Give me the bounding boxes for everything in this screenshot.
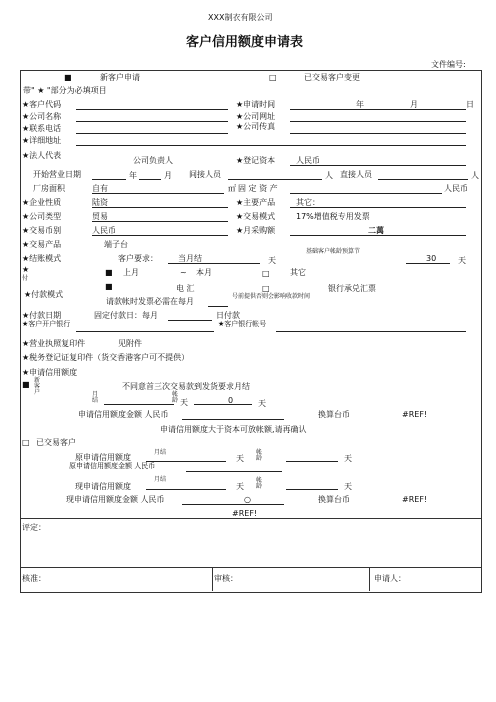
orig-aging-field[interactable] — [286, 461, 338, 462]
year-label: 年 — [356, 100, 364, 109]
convert-value-1: #REF! — [402, 410, 428, 419]
phone-field[interactable] — [76, 133, 228, 134]
orig-days-2: 天 — [344, 454, 352, 463]
cur-amount-label: 现申请信用额度金额 人民币 — [66, 495, 165, 504]
existing-checkbox[interactable]: □ — [269, 73, 277, 82]
license-label: ★营业执照复印件 — [22, 339, 86, 348]
customer-request-days: 天 — [268, 256, 276, 265]
indirect-staff-field[interactable] — [228, 179, 322, 180]
tax-cert-label: ★税务登记证复印件（货交香港客户可不提供） — [22, 353, 190, 362]
wire-checkbox[interactable]: ■ — [105, 282, 113, 291]
invoice-note: 请款帐时发票必需在每月 — [106, 297, 194, 306]
required-note: 带" ★ "部分为必填项目 — [23, 86, 107, 95]
company-type-value: 贸易 — [92, 212, 108, 221]
company-name-label: ★公司名称 — [22, 112, 62, 121]
orig-amount-label: 原申请信用额度金额 人民币 — [69, 462, 156, 470]
website-field[interactable] — [290, 121, 466, 122]
nature-field[interactable] — [92, 207, 228, 208]
fax-label: ★公司传真 — [236, 122, 276, 131]
company-type-field[interactable] — [92, 221, 228, 222]
reg-capital-field[interactable] — [290, 165, 466, 166]
invoice-note-2: 号前提供否则会影响收款时间 — [232, 293, 311, 300]
new-customer-label: 新客户 — [34, 377, 41, 396]
other-label: 其它： — [296, 198, 320, 207]
fixed-assets-currency: 人民币 — [444, 184, 468, 193]
pay-sub-label: 付 — [22, 275, 29, 282]
customer-request-value: 当月结 — [178, 254, 202, 263]
legal-rep-label: ★法人代表 — [22, 151, 62, 160]
apply-amount-field[interactable] — [182, 419, 284, 420]
reference-aging-label: 基础客户帐龄预算节 — [306, 248, 361, 255]
month-label: 月 — [410, 100, 418, 109]
company-name: XXX制衣有限公司 — [208, 13, 273, 22]
this-month-label: 本月 — [196, 268, 212, 277]
bank-account-no-label: ★客户银行帐号 — [218, 320, 267, 328]
phone-label: ★联系电话 — [22, 124, 62, 133]
fax-field[interactable] — [290, 133, 466, 134]
cur-amount-field[interactable] — [182, 504, 284, 505]
main-product-label: ★主要产品 — [236, 198, 276, 207]
reference-days-value: 30 — [426, 254, 437, 263]
monthly-purchase-field[interactable] — [290, 235, 466, 236]
audit-label: 审核： — [214, 574, 238, 583]
existing-customer-label: 已交易客户 — [36, 438, 76, 447]
bank-field[interactable] — [76, 331, 214, 332]
customer-code-field[interactable] — [76, 109, 228, 110]
customer-request-field[interactable] — [168, 263, 260, 264]
apply-amount-label: 申请信用额度金额 人民币 — [78, 410, 169, 419]
last-month-label: 上月 — [123, 268, 139, 277]
invoice-day-field[interactable] — [208, 306, 228, 307]
bank-account-label: ★客户开户银行 — [22, 320, 71, 328]
cur-month-field[interactable] — [146, 489, 226, 490]
star-mark: ★ — [22, 265, 30, 274]
pay-date-label: ★付款日期 — [22, 311, 62, 320]
start-date-label: 开始营业日期 — [33, 170, 81, 179]
pay-mode-label: ★付款模式 — [24, 290, 64, 299]
cur-amount-circle: ○ — [244, 495, 251, 504]
start-year-unit: 年 — [129, 171, 137, 180]
month-settle-field[interactable] — [104, 404, 174, 405]
currency-value: 人民币 — [92, 226, 116, 235]
aging-days: 天 — [258, 399, 266, 408]
trade-mode-label: ★交易模式 — [236, 212, 276, 221]
monthly-purchase-label: ★月采购额 — [236, 226, 276, 235]
currency-field[interactable] — [92, 235, 228, 236]
principal-label: 公司负责人 — [133, 156, 173, 165]
reg-capital-currency: 人民币 — [296, 156, 320, 165]
monthly-purchase-value: 二萬 — [368, 226, 384, 235]
signature-col-1 — [212, 567, 213, 591]
credit-warning: 申请信用额度大于资本可放帐额,请再确认 — [160, 425, 307, 434]
orig-amount-field[interactable] — [186, 471, 282, 472]
month-settle-days: 天 — [180, 398, 188, 407]
aging-value: 0 — [228, 396, 234, 405]
start-month-unit: 月 — [164, 171, 172, 180]
signature-divider — [20, 567, 481, 568]
other-checkbox[interactable]: □ — [262, 269, 270, 278]
license-value: 见附件 — [118, 339, 142, 348]
fixed-assets-field[interactable] — [290, 193, 442, 194]
settle-mode-label: ★结账模式 — [22, 254, 62, 263]
aging-field[interactable] — [194, 404, 252, 405]
sqm-unit: ㎡ — [228, 184, 236, 193]
cur-aging-label: 帐龄 — [256, 477, 263, 490]
day-label: 日 — [466, 100, 474, 109]
start-year-field[interactable] — [92, 179, 126, 180]
new-checkbox[interactable]: ■ — [64, 73, 72, 82]
signature-col-2 — [369, 567, 370, 591]
other-option: 其它 — [290, 268, 306, 277]
orig-aging-label: 帐龄 — [256, 449, 263, 462]
cur-days: 天 — [236, 482, 244, 491]
website-label: ★公司网址 — [236, 112, 276, 121]
tilde-label: ~ — [180, 268, 187, 277]
new-customer-checkbox[interactable]: ■ — [22, 380, 30, 389]
factory-area-label: 厂房面积 — [33, 184, 65, 193]
orig-month-label: 月结 — [154, 449, 167, 456]
fixed-assets-label: 固 定 资 产 — [238, 184, 278, 193]
customer-code-label: ★客户代码 — [22, 100, 62, 109]
orig-credit-label: 原申请信用额度 — [75, 453, 131, 462]
doc-number-label: 文件编号: — [431, 60, 466, 69]
convert-value-2: #REF! — [402, 495, 428, 504]
bank-accept-checkbox[interactable]: □ — [262, 284, 270, 293]
approve-label: 核准： — [22, 574, 46, 583]
product-label: ★交易产品 — [22, 240, 62, 249]
cur-aging-field[interactable] — [286, 489, 338, 490]
new-customer-option: 新客户申请 — [100, 73, 140, 82]
reg-capital-label: ★登记资本 — [236, 156, 276, 165]
credit-label: ★申请信用额度 — [22, 368, 78, 377]
cur-month-label: 月结 — [154, 476, 167, 483]
cur-days-2: 天 — [344, 482, 352, 491]
bank-accept-option: 银行承兑汇票 — [328, 284, 376, 293]
applicant-label: 申请人： — [374, 574, 406, 583]
company-name-field[interactable] — [76, 121, 228, 122]
customer-request-label: 客户要求： — [118, 254, 158, 263]
start-month-field[interactable] — [139, 179, 161, 180]
apply-time-label: ★申请时间 — [236, 100, 276, 109]
review-divider — [20, 518, 481, 519]
apply-time-field[interactable] — [290, 109, 466, 110]
cur-credit-label: 现申请信用额度 — [75, 482, 131, 491]
address-field[interactable] — [76, 145, 466, 146]
pay-day-field[interactable] — [168, 320, 212, 321]
three-trade-note: 不同意首三次交易款到发货要求月结 — [122, 382, 250, 391]
pay-date-end: 日付款 — [216, 311, 240, 320]
above-checkbox[interactable]: ■ — [105, 268, 113, 277]
currency-label: ★交易币别 — [22, 226, 62, 235]
reference-days-field[interactable] — [406, 263, 450, 264]
existing-customer-checkbox[interactable]: □ — [22, 438, 30, 447]
wire-option: 电 汇 — [176, 284, 195, 293]
indirect-staff-unit: 人 — [325, 171, 333, 180]
nature-label: ★企业性质 — [22, 198, 62, 207]
orig-month-field[interactable] — [146, 461, 226, 462]
indirect-staff-label: 间接人员 — [189, 170, 221, 179]
orig-days: 天 — [236, 454, 244, 463]
convert-value-3: #REF! — [232, 509, 258, 518]
direct-staff-field[interactable] — [378, 179, 468, 180]
page-title: 客户信用额度申请表 — [186, 35, 304, 50]
trade-mode-value: 17%增值税专用发票 — [296, 212, 370, 221]
nature-value: 陆资 — [92, 198, 108, 207]
direct-staff-unit: 人 — [471, 171, 479, 180]
main-product-field[interactable] — [290, 207, 466, 208]
reference-days-unit: 天 — [458, 256, 466, 265]
existing-customer-option: 已交易客户变更 — [304, 73, 360, 82]
factory-area-field[interactable] — [92, 193, 224, 194]
month-settle-label: 月结 — [92, 391, 99, 404]
factory-own: 自有 — [92, 184, 108, 193]
review-label: 评定： — [22, 523, 46, 532]
direct-staff-label: 直接人员 — [340, 170, 372, 179]
product-value: 端子台 — [104, 240, 128, 249]
address-label: ★详细地址 — [22, 136, 62, 145]
company-type-label: ★公司类型 — [22, 212, 62, 221]
pay-date-value: 固定付款日：每月 — [94, 311, 158, 320]
convert-label-2: 换算台币 — [318, 495, 350, 504]
aging-label: 帐龄 — [172, 391, 179, 404]
bank-account-field[interactable] — [276, 331, 466, 332]
convert-label: 换算台币 — [318, 410, 350, 419]
